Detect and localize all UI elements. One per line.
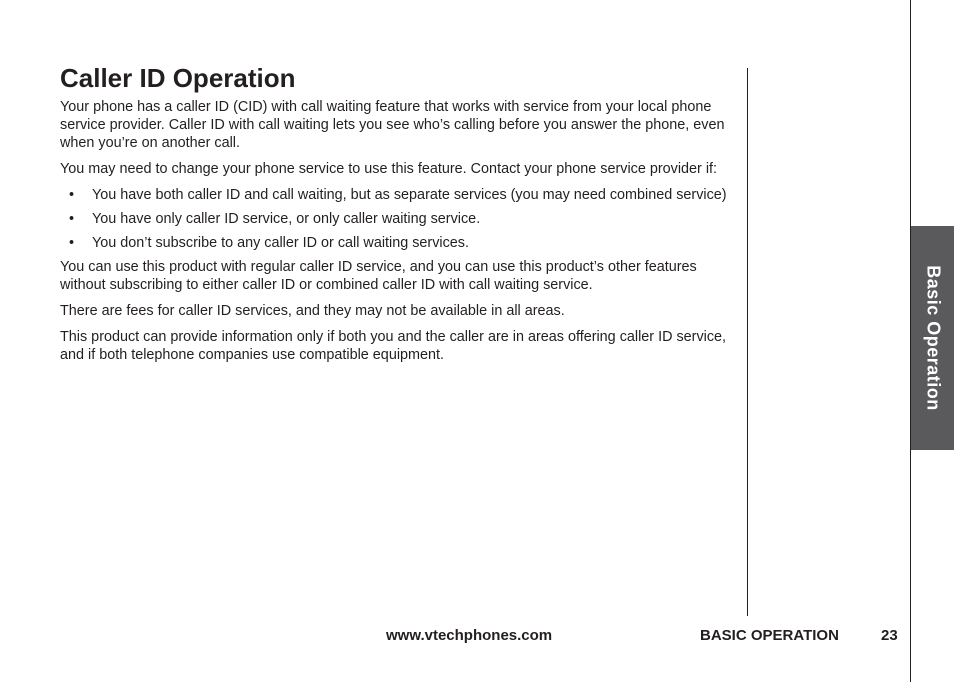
list-item-text: You don’t subscribe to any caller ID or call waiting services. bbox=[92, 235, 470, 251]
list-item-text: You have both caller ID and call waiting, but as separate services (you may need combined service) bbox=[92, 187, 727, 203]
footer-section-name: BASIC OPERATION bbox=[700, 627, 839, 644]
usage-paragraph: You can use this product with regular caller ID service, and you can use this product’s other features without subscribing to either caller ID or combined caller ID with call waiting service. bbox=[60, 259, 697, 293]
bullet-icon: • bbox=[69, 211, 75, 227]
list-item-text: You have only caller ID service, or only caller waiting service. bbox=[92, 211, 481, 227]
page-title: Caller ID Operation bbox=[60, 63, 296, 93]
requirements-list bbox=[60, 186, 732, 252]
footer-page-number: 23 bbox=[881, 627, 898, 644]
fees-paragraph: There are fees for caller ID services, and they may not be available in all areas. bbox=[60, 303, 565, 319]
section-side-tab bbox=[911, 226, 954, 450]
bullet-icon: • bbox=[69, 187, 75, 203]
service-paragraph: You may need to change your phone service to use this feature. Contact your phone service provider if: bbox=[60, 161, 718, 177]
column-divider bbox=[747, 68, 748, 616]
list-item bbox=[60, 186, 732, 204]
intro-paragraph: Your phone has a caller ID (CID) with call waiting feature that works with service from your local phone service provider. Caller ID with call waiting lets you see who’s calling before you answer the phone, even when you’re on another call. bbox=[60, 99, 725, 151]
list-item bbox=[60, 210, 732, 228]
side-tab-label: Basic Operation bbox=[923, 265, 943, 411]
main-content bbox=[60, 98, 732, 372]
footer-url: www.vtechphones.com bbox=[386, 627, 553, 644]
list-item bbox=[60, 234, 732, 252]
compatibility-paragraph: This product can provide information only if both you and the caller are in areas offering caller ID service, and if both telephone companies use compatible equipment. bbox=[60, 329, 727, 363]
bullet-icon: • bbox=[69, 235, 75, 251]
